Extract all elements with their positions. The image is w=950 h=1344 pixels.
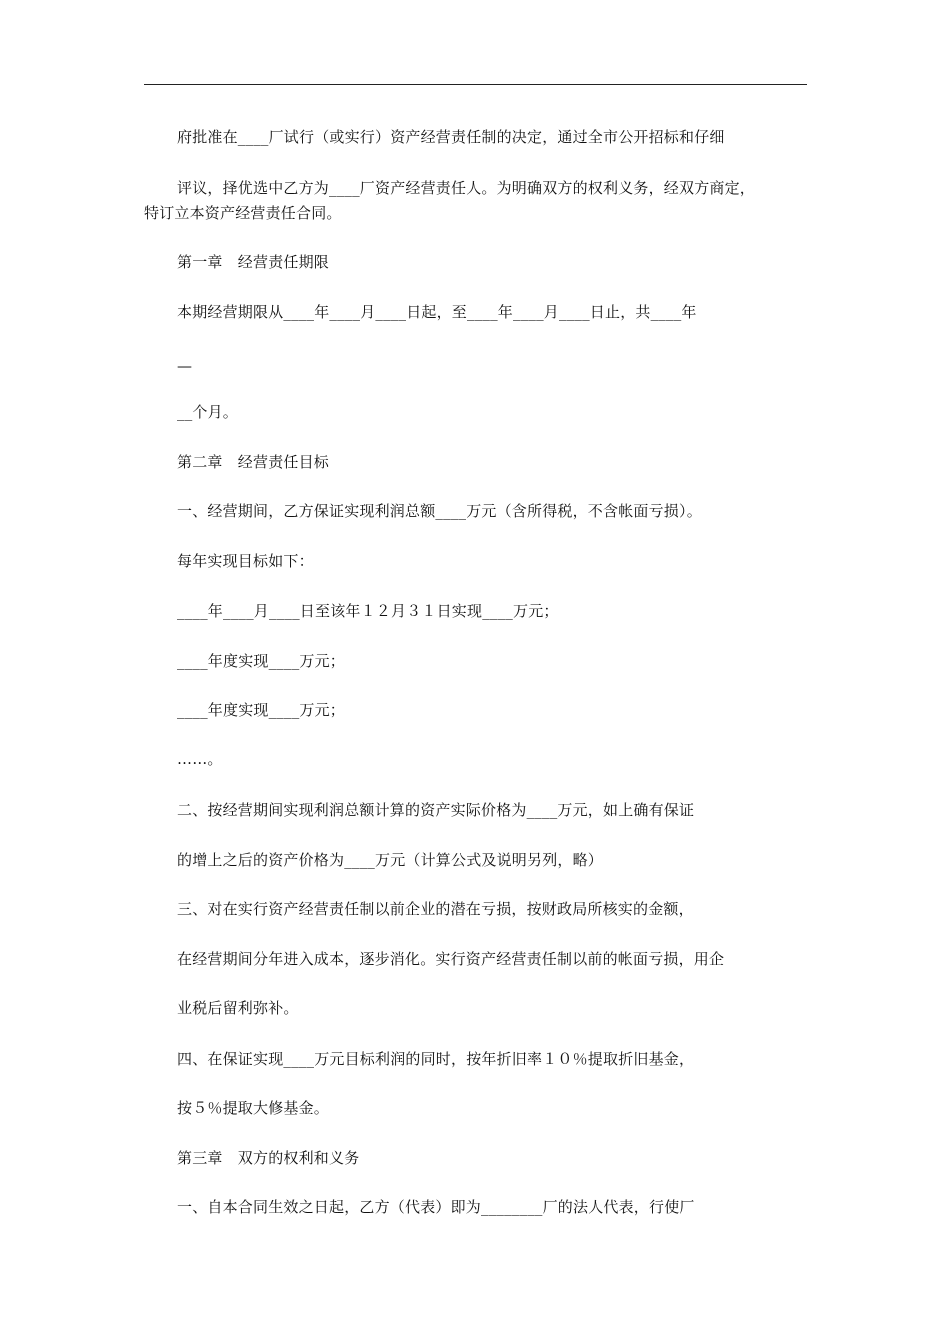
text-line: 本期经营期限从____年____月____日起，至____年____月____日止，共____年 [177,303,697,321]
text-line: 按５％提取大修基金。 [177,1099,330,1117]
text-line: 二、按经营期间实现利润总额计算的资产实际价格为____万元，如上确有保证 [177,801,695,819]
text-line: 一、自本合同生效之日起，乙方（代表）即为________厂的法人代表，行使厂 [177,1198,695,1216]
chapter-heading: 第三章 双方的权利和义务 [177,1149,360,1167]
text-line: — [177,357,193,375]
text-line: 在经营期间分年进入成本，逐步消化。实行资产经营责任制以前的帐面亏损，用企 [177,950,725,968]
text-line: __个月。 [177,403,239,421]
chapter-heading: 第二章 经营责任目标 [177,453,330,471]
text-line: 三、对在实行资产经营责任制以前企业的潜在亏损，按财政局所核实的金额， [177,900,694,918]
text-line: ……。 [177,750,223,768]
chapter-heading: 第一章 经营责任期限 [177,253,330,271]
text-line: ____年度实现____万元； [177,701,346,719]
text-line: 每年实现目标如下： [177,552,314,570]
text-line: 四、在保证实现____万元目标利润的同时，按年折旧率１０％提取折旧基金， [177,1050,695,1068]
header-rule [144,84,807,85]
text-line: 的增上之后的资产价格为____万元（计算公式及说明另列，略） [177,851,604,869]
text-line: ____年____月____日至该年１２月３１日实现____万元； [177,602,559,620]
text-line: 业税后留利弥补。 [177,999,299,1017]
text-line: 一、经营期间，乙方保证实现利润总额____万元（含所得税，不含帐面亏损）。 [177,502,702,520]
text-line: 评议，择优选中乙方为____厂资产经营责任人。为明确双方的权利义务，经双方商定， [177,179,756,197]
text-line: 特订立本资产经营责任合同。 [144,204,342,222]
text-line: 府批准在____厂试行（或实行）资产经营责任制的决定，通过全市公开招标和仔细 [177,128,725,146]
text-line: ____年度实现____万元； [177,652,346,670]
